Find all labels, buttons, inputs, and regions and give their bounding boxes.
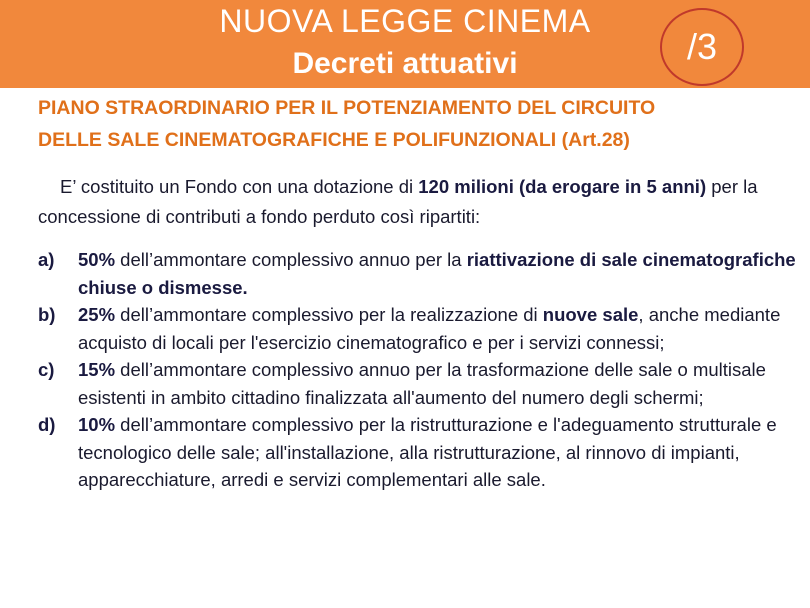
- intro-text-1: E’ costituito un Fondo con una dotazione di: [60, 176, 419, 197]
- section-title-line-1: PIANO STRAORDINARIO PER IL POTENZIAMENTO DEL CIRCUITO: [38, 97, 656, 119]
- header-subtitle: Decreti attuativi: [292, 47, 518, 80]
- item-percentage: 15%: [78, 359, 116, 380]
- list-marker: d): [38, 414, 56, 435]
- list-marker: a): [38, 249, 55, 270]
- list-item-b: [38, 301, 798, 356]
- item-text: dell’ammontare complessivo annuo per la: [115, 249, 467, 270]
- item-percentage: 25%: [78, 304, 116, 325]
- intro-bold: 120 milioni (da erogare in 5 anni): [418, 176, 707, 197]
- allocation-list: [38, 246, 798, 494]
- item-bold: nuove sale: [542, 304, 639, 325]
- item-bold: riattivazione di sale cinematografiche chiuse o dismesse.: [78, 249, 796, 298]
- item-text: dell’ammontare complessivo annuo per la trasformazione delle sale o multisale esistenti in ambito cittadino finalizzata all'aumento del numero degli schermi;: [78, 359, 766, 408]
- page-badge: /3: [660, 8, 744, 86]
- list-marker: b): [38, 304, 56, 325]
- list-item-a: [38, 246, 798, 301]
- item-text-tail: , anche mediante acquisto di locali per l'esercizio cinematografico e per i servizi connessi;: [78, 304, 781, 353]
- list-item-c: [38, 356, 798, 411]
- intro-text-2: per la concessione di contributi a fondo perduto così ripartiti:: [38, 176, 758, 227]
- item-percentage: 50%: [78, 249, 116, 270]
- item-text: dell’ammontare complessivo per la ristrutturazione e l'adeguamento strutturale e tecnologico delle sale; all'installazione, alla ristrutturazione, al rinnovo di impianti, apparecchiature, arredi e servizi complementari alle sale.: [78, 414, 777, 490]
- item-text: dell’ammontare complessivo per la realizzazione di: [115, 304, 543, 325]
- section-title: [38, 92, 778, 156]
- intro-paragraph: [38, 172, 783, 232]
- header-bar: [0, 0, 810, 88]
- list-item-d: [38, 411, 798, 494]
- list-marker: c): [38, 359, 55, 380]
- item-percentage: 10%: [78, 414, 116, 435]
- section-title-line-2: DELLE SALE CINEMATOGRAFICHE E POLIFUNZIONALI (Art.28): [38, 129, 630, 151]
- header-title: NUOVA LEGGE CINEMA: [219, 3, 591, 39]
